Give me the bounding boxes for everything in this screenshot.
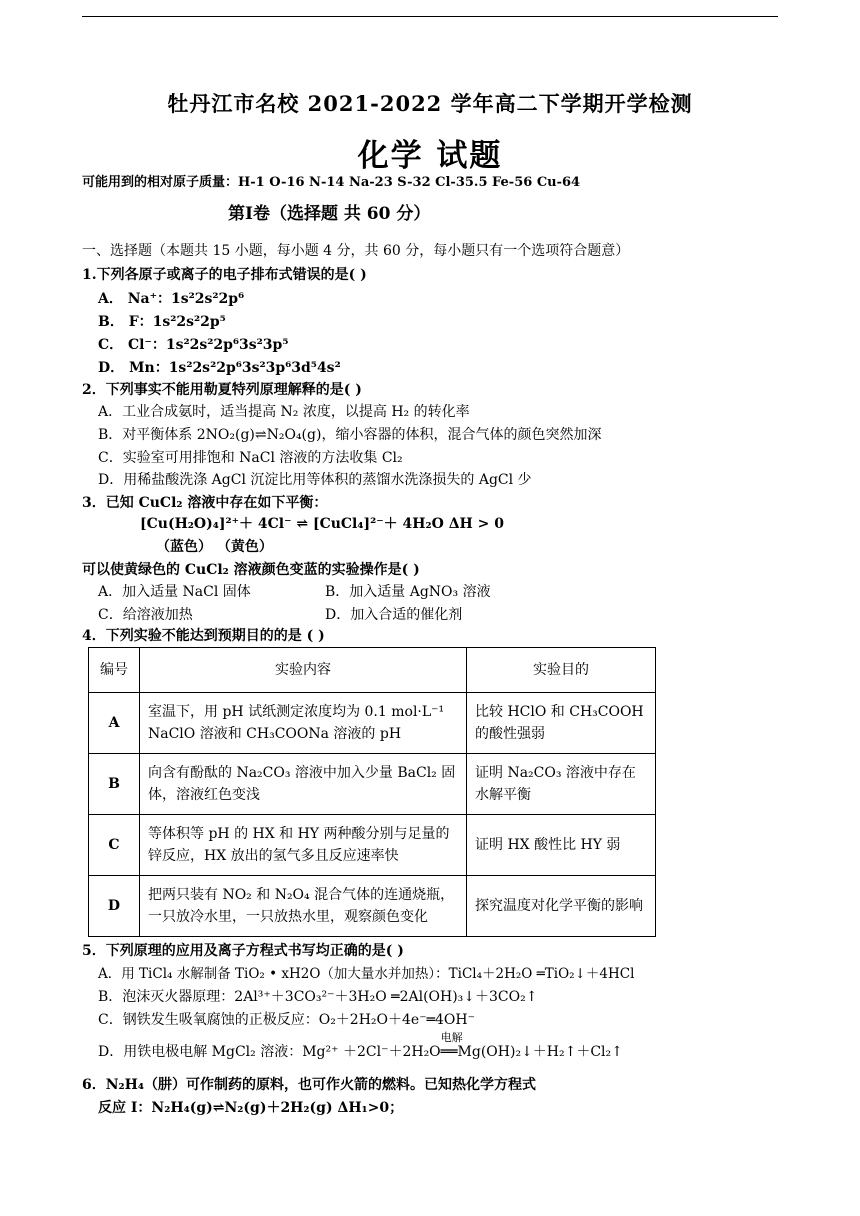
question-5-stem: 5．下列原理的应用及离子方程式书写均正确的是( ) [82, 943, 404, 959]
row-code: B [89, 754, 140, 815]
table-row [89, 876, 656, 937]
table-header-row [89, 648, 656, 693]
table-row [89, 754, 656, 815]
row-purpose: 证明 HX 酸性比 HY 弱 [467, 815, 656, 876]
question-1-stem: 1.下列各原子或离子的电子排布式错误的是( ) [82, 267, 367, 283]
question-1-option-b: B． F：1s²2s²2p⁵ [98, 314, 226, 330]
row-content: 室温下，用 pH 试纸测定浓度均为 0.1 mol·L⁻¹ NaClO 溶液和 CH₃COONa 溶液的 pH [140, 693, 467, 754]
row-purpose: 证明 Na₂CO₃ 溶液中存在水解平衡 [467, 754, 656, 815]
header-code: 编号 [89, 648, 140, 693]
exam-title: 牡丹江市名校 2021-2022 学年高二下学期开学检测 [167, 91, 693, 116]
question-3-option-c: C．给溶液加热 [98, 607, 193, 623]
instructions: 一、选择题（本题共 15 小题，每小题 4 分，共 60 分，每小题只有一个选项符合题意） [82, 243, 630, 259]
question-2-option-a: A．工业合成氨时，适当提高 N₂ 浓度，以提高 H₂ 的转化率 [98, 404, 470, 420]
question-2-option-b: B．对平衡体系 2NO₂(g)⇌N₂O₄(g)，缩小容器的体积，混合气体的颜色突然加深 [98, 427, 602, 443]
electrolysis-arrow: 电解 ══ [441, 1042, 458, 1062]
question-1-option-a: A． Na⁺：1s²2s²2p⁶ [98, 291, 245, 307]
header-purpose: 实验目的 [467, 648, 656, 693]
row-code: C [89, 815, 140, 876]
question-1-option-d: D． Mn：1s²2s²2p⁶3s²3p⁶3d⁵4s² [98, 360, 341, 376]
section-heading: 第Ⅰ卷（选择题 共 60 分） [228, 204, 431, 224]
top-rule [82, 16, 778, 17]
question-3-question: 可以使黄绿色的 CuCl₂ 溶液颜色变蓝的实验操作是( ) [82, 562, 420, 578]
question-3-stem: 3．已知 CuCl₂ 溶液中存在如下平衡： [82, 495, 328, 511]
question-5-option-c: C．钢铁发生吸氧腐蚀的正极反应：O₂＋2H₂O＋4e⁻═4OH⁻ [98, 1012, 476, 1028]
question-3-equation: [Cu(H₂O)₄]²⁺＋ 4Cl⁻ ⇌ [CuCl₄]²⁻＋ 4H₂O ΔH > 0 [140, 516, 505, 532]
table-row [89, 815, 656, 876]
row-purpose: 比较 HClO 和 CH₃COOH 的酸性强弱 [467, 693, 656, 754]
row-content: 向含有酚酞的 Na₂CO₃ 溶液中加入少量 BaCl₂ 固体，溶液红色变浅 [140, 754, 467, 815]
row-code: A [89, 693, 140, 754]
question-2-stem: 2．下列事实不能用勒夏特列原理解释的是( ) [82, 382, 362, 398]
question-6-stem: 6．N₂H₄（肼）可作制药的原料，也可作火箭的燃料。已知热化学方程式 [82, 1077, 537, 1093]
row-content: 等体积等 pH 的 HX 和 HY 两种酸分别与足量的锌反应，HX 放出的氢气多且反应速率快 [140, 815, 467, 876]
question-5-option-b: B．泡沫灭火器原理：2Al³⁺＋3CO₃²⁻＋3H₂O ═2Al(OH)₃↓＋3CO₂↑ [98, 989, 538, 1005]
row-code: D [89, 876, 140, 937]
question-5-option-d [98, 1031, 623, 1062]
electrolysis-label: 电解 [440, 1031, 463, 1044]
question-6-reaction: 反应 I：N₂H₄(g)⇌N₂(g)＋2H₂(g) ΔH₁>0； [98, 1100, 404, 1116]
question-4-stem: 4．下列实验不能达到预期目的的是 ( ) [82, 628, 325, 644]
question-1-option-c: C． Cl⁻：1s²2s²2p⁶3s²3p⁵ [98, 337, 289, 353]
row-purpose: 探究温度对化学平衡的影响 [467, 876, 656, 937]
question-3-option-b: B．加入适量 AgNO₃ 溶液 [325, 584, 491, 600]
atomic-masses: 可能用到的相对原子质量：H-1 O-16 N-14 Na-23 S-32 Cl-35.5 Fe-56 Cu-64 [82, 175, 581, 190]
option-d-suffix: Mg(OH)₂↓＋H₂↑＋Cl₂↑ [457, 1044, 623, 1060]
question-3-colors: （蓝色） （黄色） [156, 539, 273, 555]
experiment-table [88, 647, 656, 937]
table-row [89, 693, 656, 754]
question-2-option-d: D．用稀盐酸洗涤 AgCl 沉淀比用等体积的蒸馏水洗涤损失的 AgCl 少 [98, 472, 532, 488]
option-d-prefix: D．用铁电极电解 MgCl₂ 溶液：Mg²⁺ ＋2Cl⁻＋2H₂O [98, 1044, 441, 1060]
question-3-option-a: A．加入适量 NaCl 固体 [98, 584, 251, 600]
question-3-option-d: D．加入合适的催化剂 [325, 607, 463, 623]
question-5-option-a: A．用 TiCl₄ 水解制备 TiO₂ • xH2O（加大量水并加热）：TiCl₄＋2H₂O ═TiO₂↓＋4HCl [98, 966, 635, 982]
question-2-option-c: C．实验室可用排饱和 NaCl 溶液的方法收集 Cl₂ [98, 450, 403, 466]
subject-title: 化学 试题 [357, 138, 503, 174]
row-content: 把两只装有 NO₂ 和 N₂O₄ 混合气体的连通烧瓶，一只放冷水里，一只放热水里，观察颜色变化 [140, 876, 467, 937]
header-content: 实验内容 [140, 648, 467, 693]
